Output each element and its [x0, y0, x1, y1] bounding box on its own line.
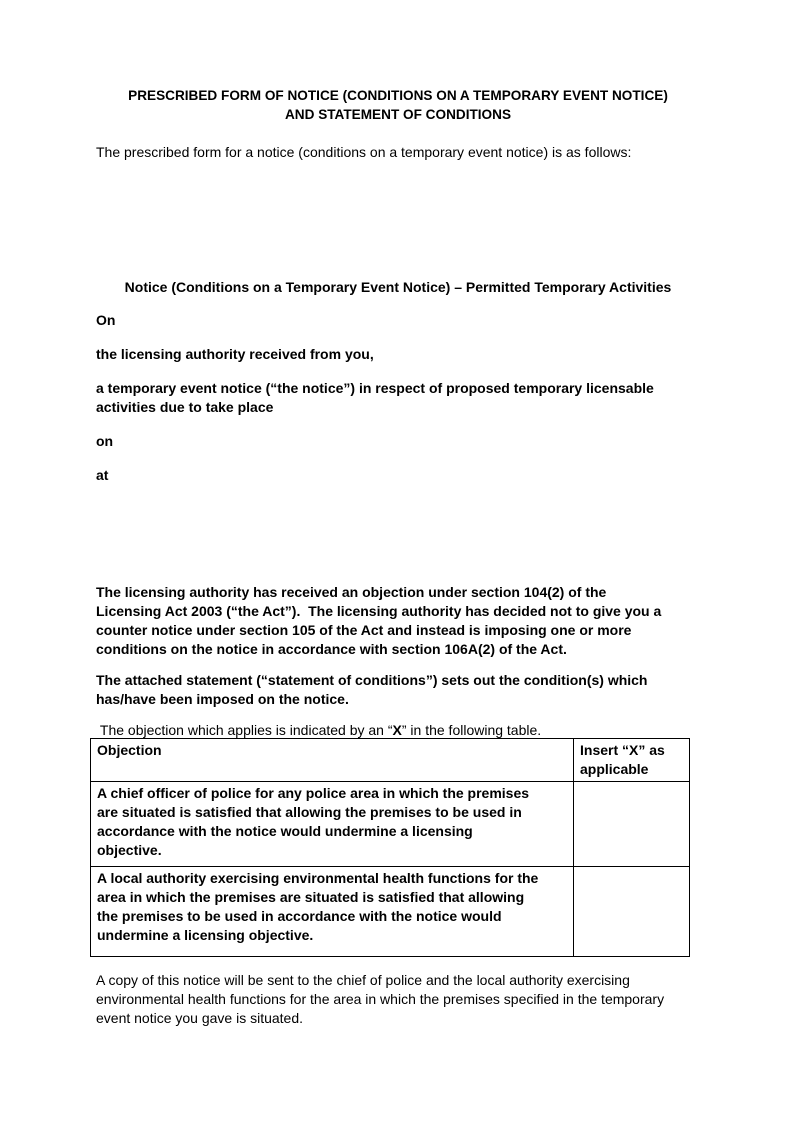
- insert-x-cell-environmental-health: [574, 867, 690, 957]
- text-line: a temporary event notice (“the notice”) in respect of proposed temporary licensable: [96, 380, 654, 396]
- text-line: the premises to be used in accordance with the notice would: [97, 908, 502, 924]
- table-row: [91, 782, 690, 867]
- text-line: A local authority exercising environmental health functions for the: [97, 870, 539, 886]
- insert-x-column-header: Insert “X” as applicable: [574, 739, 690, 782]
- insert-x-cell-police: [574, 782, 690, 867]
- text-line: activities due to take place: [96, 399, 274, 415]
- text-line: environmental health functions for the area in which the premises specified in the temporary: [96, 991, 665, 1007]
- table-intro-x: X: [392, 722, 402, 738]
- text-line: The licensing authority has received an objection under section 104(2) of the: [96, 584, 607, 600]
- text-line: undermine a licensing objective.: [97, 927, 314, 943]
- text-line: counter notice under section 105 of the Act and instead is imposing one or more: [96, 622, 632, 638]
- document-title: [96, 86, 700, 124]
- text-line: has/have been imposed on the notice.: [96, 691, 349, 707]
- text-line: Licensing Act 2003 (“the Act”). The licensing authority has decided not to give you a: [96, 603, 662, 619]
- text-line: A copy of this notice will be sent to the chief of police and the local authority exercising: [96, 972, 630, 988]
- text-line: conditions on the notice in accordance with section 106A(2) of the Act.: [96, 641, 567, 657]
- text-line: The attached statement (“statement of conditions”) sets out the condition(s) which: [96, 672, 648, 688]
- text-line: accordance with the notice would undermine a licensing: [97, 823, 473, 839]
- closing-paragraph: [96, 971, 700, 1028]
- intro-paragraph: The prescribed form for a notice (conditions on a temporary event notice) is as follows:: [96, 144, 632, 160]
- field-on-label: on: [96, 433, 114, 449]
- text-line: area in which the premises are situated is satisfied that allowing: [97, 889, 525, 905]
- objection-cell-environmental-health: [91, 867, 574, 957]
- ten-description-paragraph: [96, 379, 700, 417]
- text-line: event notice you gave is situated.: [96, 1010, 304, 1026]
- field-at-label: at: [96, 467, 109, 483]
- objection-cell-police: [91, 782, 574, 867]
- text-line: objective.: [97, 842, 162, 858]
- document-title-line-1: PRESCRIBED FORM OF NOTICE (CONDITIONS ON A TEMPORARY EVENT NOTICE): [128, 88, 668, 103]
- table-intro-suffix: ” in the following table.: [401, 722, 542, 738]
- document-title-line-2: AND STATEMENT OF CONDITIONS: [284, 107, 512, 122]
- objection-table-header-row: [91, 739, 690, 782]
- notice-heading: Notice (Conditions on a Temporary Event Notice) – Permitted Temporary Activities: [124, 279, 672, 295]
- objection-received-paragraph: [96, 583, 700, 659]
- received-from-you-line: the licensing authority received from you,: [96, 346, 374, 362]
- objection-column-header: Objection: [91, 739, 574, 782]
- statement-of-conditions-paragraph: [96, 671, 700, 709]
- text-line: are situated is satisfied that allowing the premises to be used in: [97, 804, 522, 820]
- objection-table: [90, 738, 690, 957]
- table-intro-prefix: The objection which applies is indicated by an “: [96, 722, 393, 738]
- table-row: [91, 867, 690, 957]
- text-line: A chief officer of police for any police area in which the premises: [97, 785, 530, 801]
- field-on-date-label: On: [96, 312, 116, 328]
